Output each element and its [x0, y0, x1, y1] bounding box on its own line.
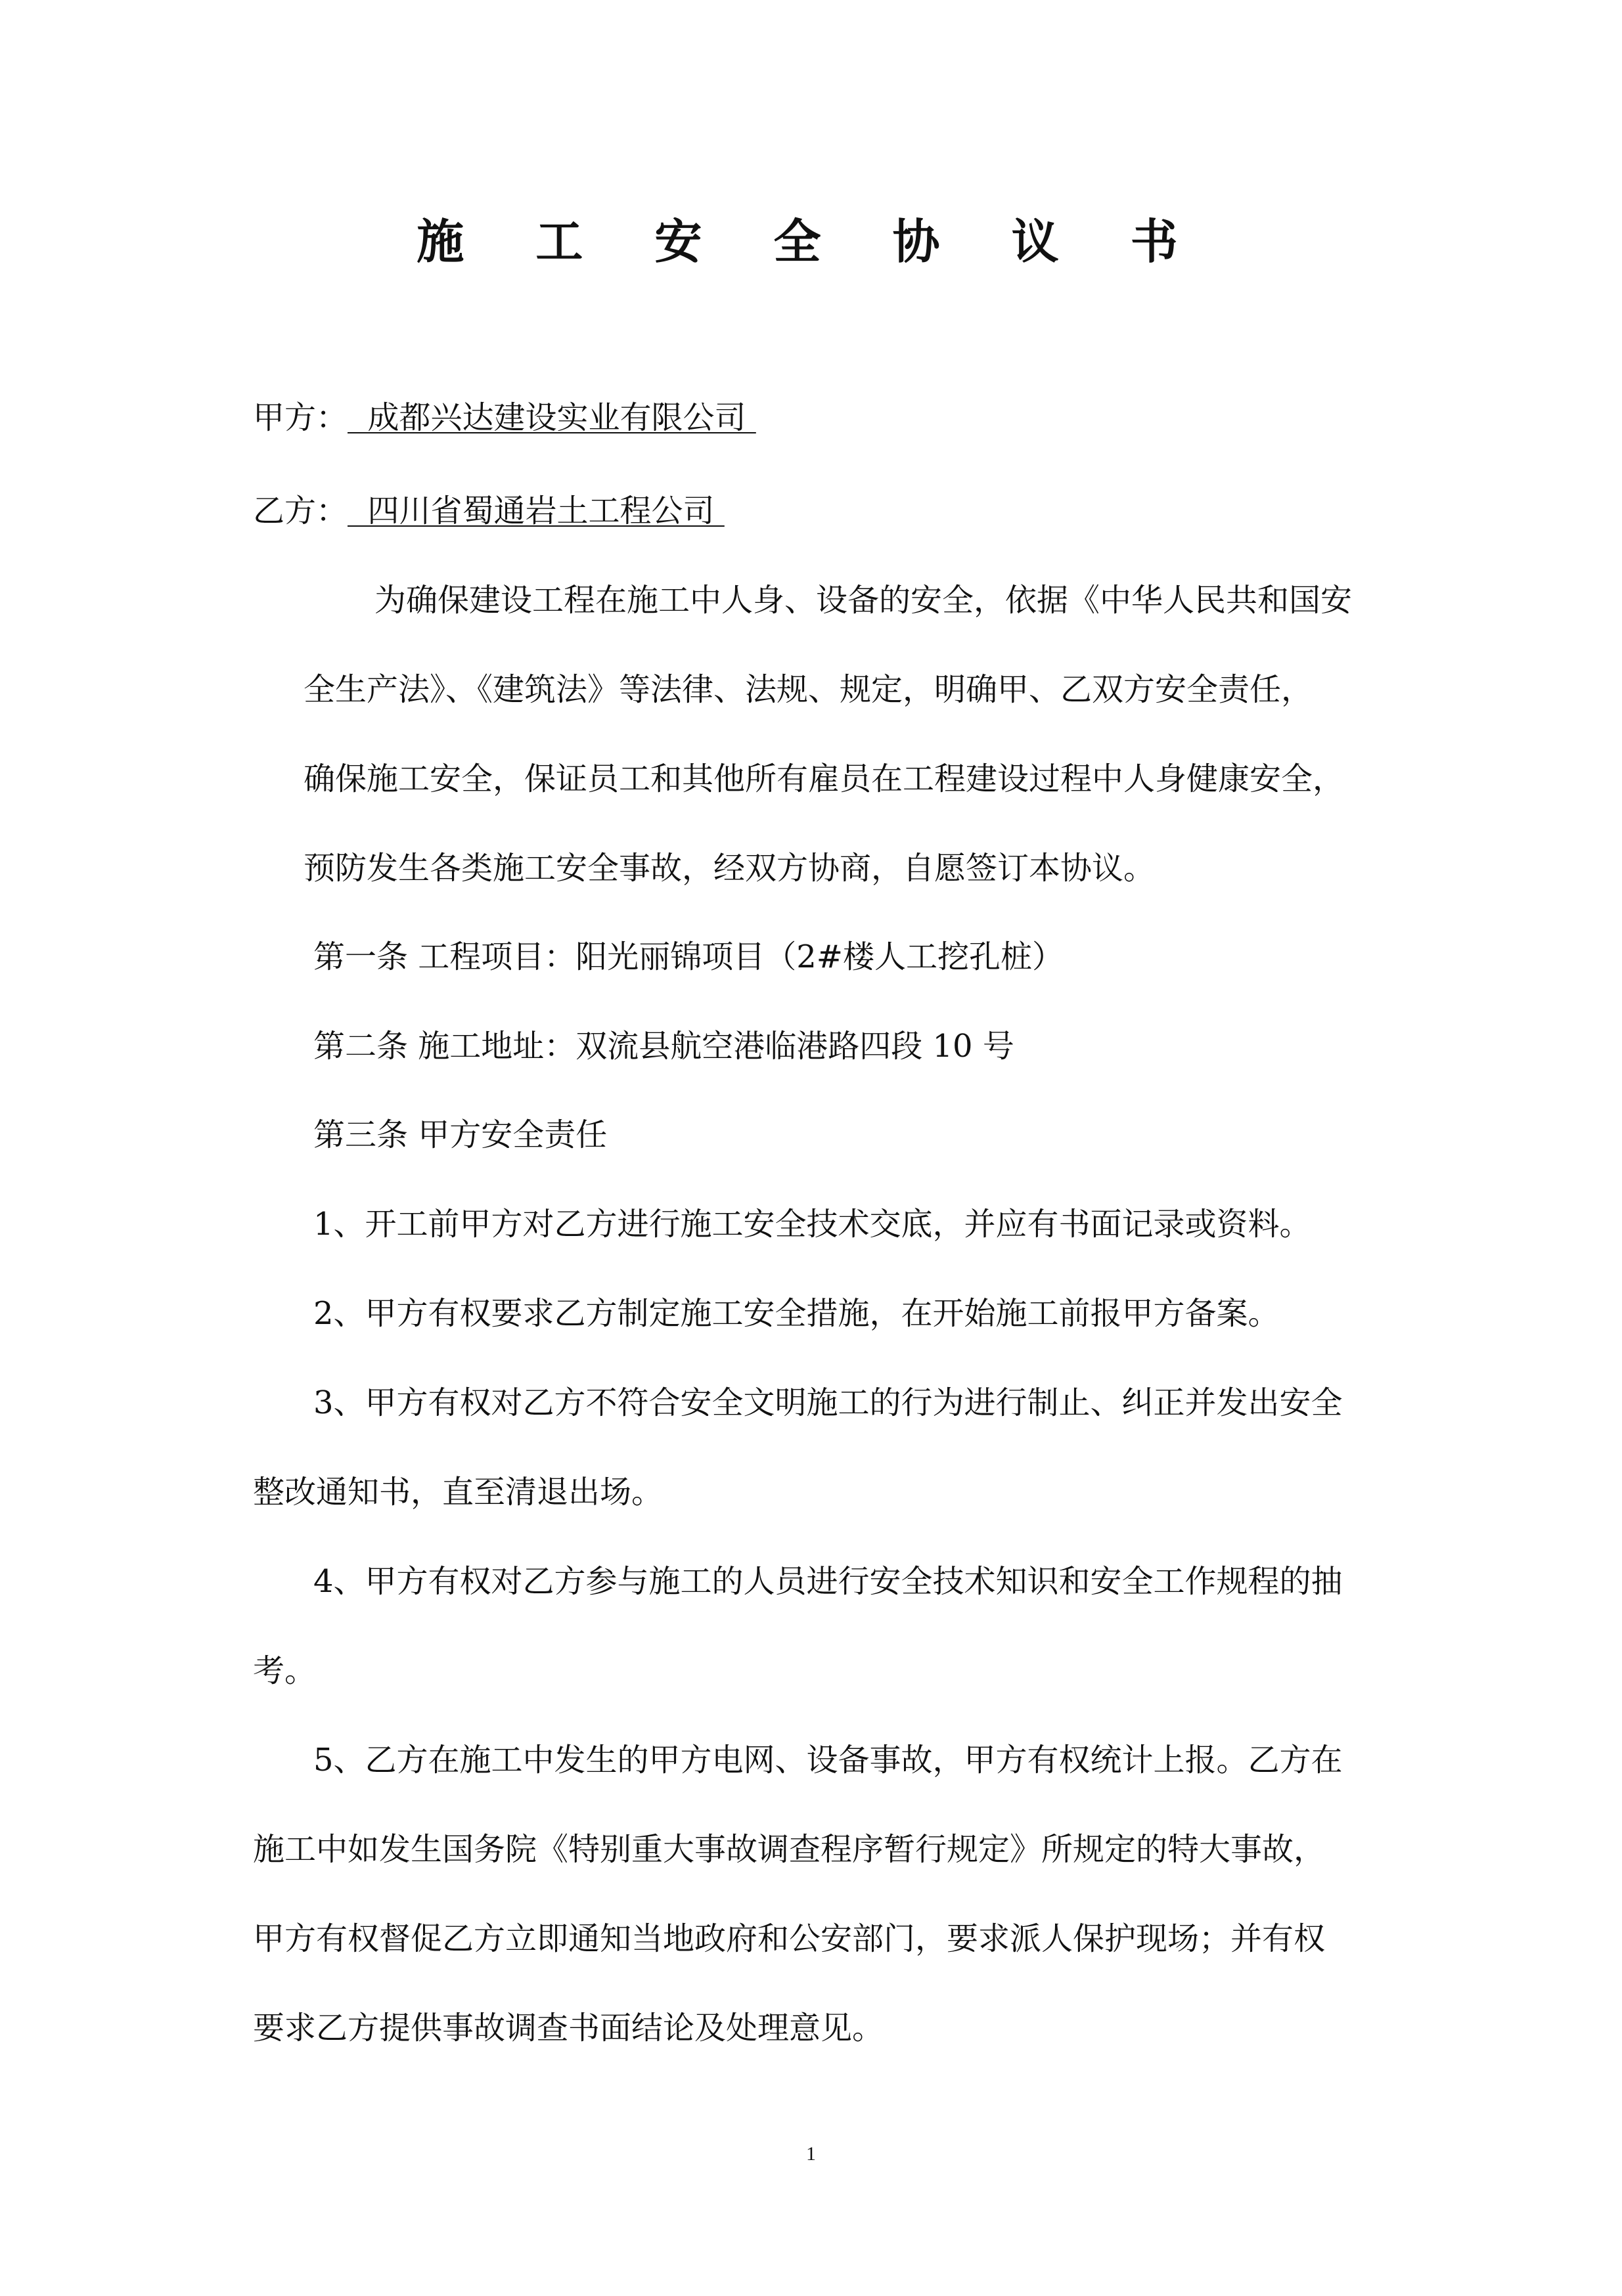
- party-a-name: 成都兴达建设实业有限公司: [348, 399, 756, 436]
- clause-5-line-3: 甲方有权督促乙方立即通知当地政府和公安部门，要求派人保护现场；并有权: [253, 1920, 1326, 1957]
- party-a-label: 甲方：: [253, 399, 348, 436]
- preamble-line-4: 预防发生各类施工安全事故，经双方协商，自愿签订本协议。: [304, 850, 1156, 887]
- party-b-label: 乙方：: [253, 493, 348, 529]
- party-a-line: [253, 398, 756, 437]
- clause-5-line-1: 5、乙方在施工中发生的甲方电网、设备事故，甲方有权统计上报。乙方在: [313, 1742, 1343, 1778]
- article-2: 第二条 施工地址：双流县航空港临港路四段 10 号: [313, 1028, 1014, 1065]
- article-1: 第一条 工程项目：阳光丽锦项目（2#楼人工挖孔桩）: [313, 938, 1064, 975]
- clause-3-line-1: 3、甲方有权对乙方不符合安全文明施工的行为进行制止、纠正并发出安全: [313, 1384, 1343, 1421]
- document-title: 施 工 安 全 协 议 书: [417, 213, 1205, 269]
- clause-1: 1、开工前甲方对乙方进行施工安全技术交底，并应有书面记录或资料。: [313, 1206, 1311, 1243]
- preamble-line-2: 全生产法》、《建筑法》等法律、法规、规定，明确甲、乙双方安全责任，: [304, 671, 1313, 708]
- clause-5-line-2: 施工中如发生国务院《特别重大事故调查程序暂行规定》所规定的特大事故，: [253, 1831, 1326, 1868]
- party-b-name: 四川省蜀通岩土工程公司: [348, 493, 725, 529]
- clause-5-line-4: 要求乙方提供事故调查书面结论及处理意见。: [253, 2010, 884, 2046]
- article-3-heading: 第三条 甲方安全责任: [313, 1116, 608, 1153]
- clause-3-line-2: 整改通知书，直至清退出场。: [253, 1474, 664, 1511]
- preamble-line-1: 为确保建设工程在施工中人身、设备的安全，依据《中华人民共和国安: [374, 582, 1353, 619]
- page-number: 1: [806, 2143, 816, 2165]
- clause-2: 2、甲方有权要求乙方制定施工安全措施，在开始施工前报甲方备案。: [313, 1295, 1280, 1332]
- clause-4-line-1: 4、甲方有权对乙方参与施工的人员进行安全技术知识和安全工作规程的抽: [313, 1563, 1343, 1600]
- preamble-line-3: 确保施工安全，保证员工和其他所有雇员在工程建设过程中人身健康安全，: [304, 761, 1345, 797]
- party-b-line: [253, 491, 725, 531]
- clause-4-line-2: 考。: [253, 1652, 317, 1689]
